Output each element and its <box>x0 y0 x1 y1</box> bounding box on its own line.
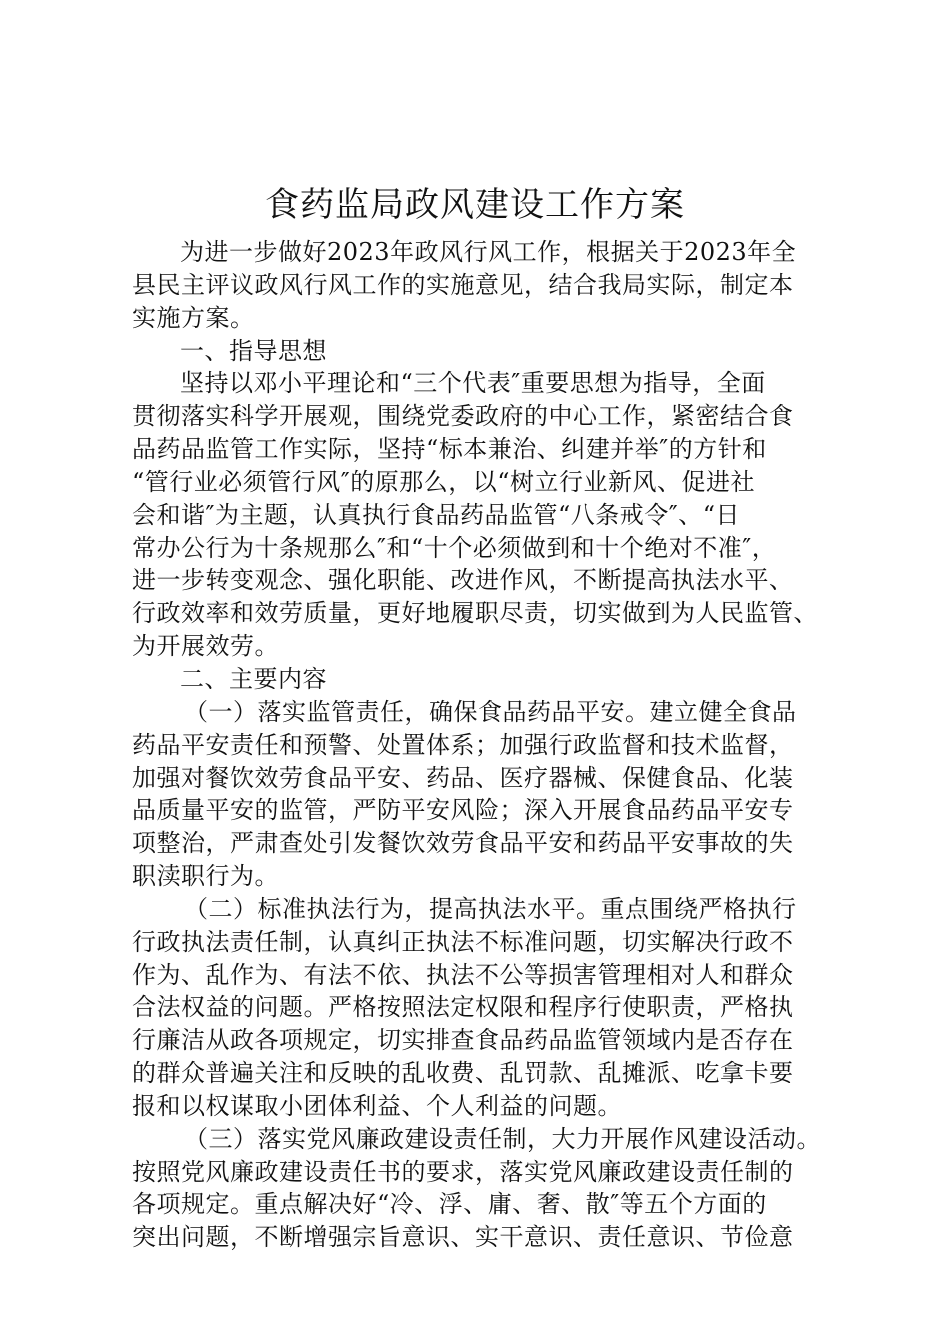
paragraph-line: 的群众普遍关注和反映的乱收费、乱罚款、乱摊派、吃拿卡要 <box>132 1059 794 1088</box>
section-heading: 二、主要内容 <box>180 664 327 693</box>
paragraph-line: （一）落实监管责任，确保食品药品平安。建立健全食品 <box>184 697 797 726</box>
paragraph-line: 实施方案。 <box>132 303 255 332</box>
paragraph-line: 行政执法责任制，认真纠正执法不标准问题，切实解决行政不 <box>132 927 794 956</box>
paragraph-line: 按照党风廉政建设责任书的要求，落实党风廉政建设责任制的 <box>132 1157 794 1186</box>
paragraph-line: （三）落实党风廉政建设责任制，大力开展作风建设活动。 <box>184 1124 821 1153</box>
paragraph-line: 贯彻落实科学开展观，围绕党委政府的中心工作，紧密结合食 <box>132 402 794 431</box>
paragraph-line: “管行业必须管行风″的原那么，以“树立行业新风、促进社 <box>132 467 756 496</box>
paragraph-line: 合法权益的问题。严格按照法定权限和程序行使职责，严格执 <box>132 993 794 1022</box>
paragraph-line: 品质量平安的监管，严防平安风险；深入开展食品药品平安专 <box>132 796 794 825</box>
section-heading: 一、指导思想 <box>180 336 327 365</box>
paragraph-line: （二）标准执法行为，提高执法水平。重点围绕严格执行 <box>184 894 797 923</box>
paragraph-line: 为开展效劳。 <box>132 632 279 661</box>
paragraph-line: 加强对餐饮效劳食品平安、药品、医疗器械、保健食品、化装 <box>132 763 794 792</box>
paragraph-line: 职渎职行为。 <box>132 862 279 891</box>
paragraph-line: 会和谐″为主题，认真执行食品药品监管“八条戒令″、“日 <box>132 500 740 529</box>
paragraph-line: 药品平安责任和预警、处置体系；加强行政监督和技术监督， <box>132 730 794 759</box>
document-body <box>132 236 832 1254</box>
paragraph-line: 突出问题，不断增强宗旨意识、实干意识、责任意识、节俭意 <box>132 1223 794 1252</box>
paragraph-line: 报和以权谋取小团体利益、个人利益的问题。 <box>132 1091 622 1120</box>
paragraph-line: 进一步转变观念、强化职能、改进作风，不断提高执法水平、 <box>132 566 794 595</box>
paragraph-line: 行廉洁从政各项规定，切实排查食品药品监管领域内是否存在 <box>132 1026 794 1055</box>
paragraph-line: 行政效率和效劳质量，更好地履职尽责，切实做到为人民监管、 <box>132 599 818 628</box>
document-title: 食药监局政风建设工作方案 <box>265 185 685 225</box>
paragraph-line: 县民主评议政风行风工作的实施意见，结合我局实际，制定本 <box>132 270 794 299</box>
paragraph-line: 坚持以邓小平理论和“三个代表″重要思想为指导，全面 <box>180 369 766 398</box>
paragraph-line: 品药品监管工作实际，坚持“标本兼治、纠建并举″的方针和 <box>132 435 767 464</box>
paragraph-line: 为进一步做好2023年政风行风工作，根据关于2023年全 <box>180 238 797 266</box>
paragraph-line: 项整治，严肃查处引发餐饮效劳食品平安和药品平安事故的失 <box>132 829 794 858</box>
paragraph-line: 作为、乱作为、有法不依、执法不公等损害管理相对人和群众 <box>132 960 794 989</box>
paragraph-line: 常办公行为十条规那么″和“十个必须做到和十个绝对不准″， <box>132 533 777 562</box>
paragraph-line: 各项规定。重点解决好“冷、浮、庸、奢、散″等五个方面的 <box>132 1190 767 1219</box>
